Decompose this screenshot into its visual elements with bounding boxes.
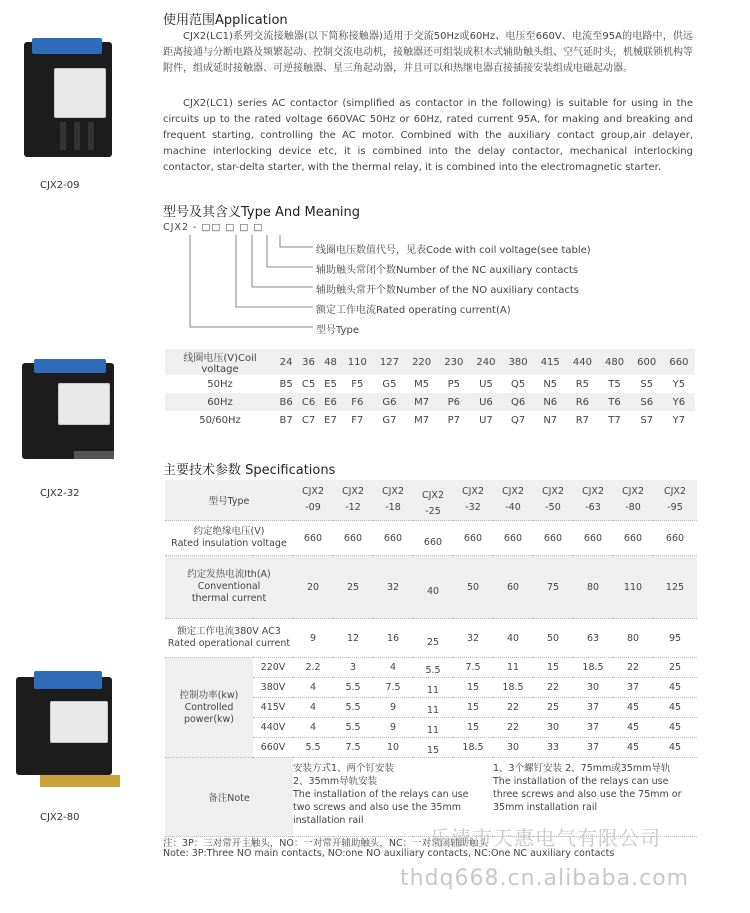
power-value: 45 (653, 698, 697, 718)
thermal-value: 25 (333, 556, 373, 619)
coil-code-cell: C7 (301, 414, 316, 426)
thermal-label-en2: thermal current (191, 593, 267, 604)
insulation-label-cn: 约定绝缘电压(V) (193, 526, 265, 537)
power-value: 37 (573, 698, 613, 718)
model-number: -32 (465, 502, 481, 513)
coil-code-cell: B5 (279, 378, 293, 390)
coil-code-cell: G6 (382, 396, 397, 408)
note-left-line: The installation of the relays can use (293, 789, 469, 800)
note-right-line: The installation of the relays can use (493, 776, 669, 787)
power-value: 11 (413, 678, 453, 698)
coil-code-cell: M7 (414, 396, 430, 408)
product-image-cjx2-80 (10, 665, 125, 795)
power-value: 45 (613, 718, 653, 738)
product-caption-2: CJX2-32 (40, 488, 80, 499)
model-number: -25 (425, 506, 441, 517)
note-right-line: 35mm installation rail (493, 802, 598, 813)
model-series: CJX2 (462, 486, 484, 497)
thermal-value: 40 (413, 556, 453, 619)
note-right-line: three screws and also use the 75mm or (493, 789, 682, 800)
insulation-value: 660 (493, 521, 533, 556)
coil-code-cell: M5 (414, 378, 430, 390)
power-value: 3 (333, 658, 373, 678)
coil-code-cell: R5 (575, 378, 590, 390)
coil-code-cell: Q6 (510, 396, 526, 408)
coil-code-cell: U5 (479, 378, 493, 390)
operational-value: 40 (493, 619, 533, 658)
coil-voltage-cell: 480 (605, 356, 625, 368)
model-header-cell (493, 480, 533, 521)
power-value: 7.5 (453, 658, 493, 678)
operational-value: 50 (533, 619, 573, 658)
coil-code-cell: Y6 (672, 396, 686, 408)
coil-code-cell: E7 (324, 414, 337, 426)
model-series: CJX2 (422, 490, 444, 501)
note-label: 备注Note (165, 758, 293, 837)
model-header-cell (413, 480, 453, 521)
operational-value: 12 (333, 619, 373, 658)
type-meaning-heading: 型号及其含义Type And Meaning (163, 205, 361, 220)
power-value: 33 (533, 738, 573, 758)
footnote-en: Note: 3P:Three NO main contacts, NO:one NO auxiliary contacts, NC:One NC auxiliary contacts (163, 848, 615, 859)
power-value: 9 (373, 718, 413, 738)
power-voltage: 380V (253, 678, 293, 698)
insulation-value: 660 (613, 521, 653, 556)
coil-code-cell: Y5 (672, 378, 686, 390)
model-header-cell (613, 480, 653, 521)
insulation-value: 660 (573, 521, 613, 556)
thermal-value: 110 (613, 556, 653, 619)
power-value: 22 (533, 678, 573, 698)
coil-row-label: 50Hz (207, 378, 233, 390)
coil-code-cell: N7 (543, 414, 558, 426)
type-meaning-diagram-lines (160, 225, 320, 335)
product-image-cjx2-09 (14, 30, 124, 165)
power-value: 7.5 (373, 678, 413, 698)
insulation-value: 660 (373, 521, 413, 556)
coil-code-cell: P7 (447, 414, 460, 426)
power-voltage: 660V (253, 738, 293, 758)
power-value: 10 (373, 738, 413, 758)
coil-code-cell: M7 (414, 414, 430, 426)
application-paragraph-cn: CJX2(LC1)系列交流接触器(以下简称接触器)适用于交流50Hz或60Hz、电压至660V、电流至95A的电路中，供远距离接通与分断电路及频繁起动、控制交流电动机，接触器还可组装成积木式辅助触头组、空气延时头，机械联锁机构等附件，组成延时接触器、可逆接触器、星三角起动器，并且可以和热继电器直接插接安装组成电磁起动器。 (163, 31, 693, 74)
thermal-label-cn: 约定发热电流Ith(A) (187, 569, 271, 580)
power-value: 4 (293, 718, 333, 738)
power-value: 45 (653, 718, 697, 738)
coil-code-cell: N6 (543, 396, 558, 408)
coil-code-cell: N5 (543, 378, 558, 390)
power-value: 4 (293, 678, 333, 698)
power-value: 15 (413, 738, 453, 758)
power-value: 5.5 (333, 718, 373, 738)
model-number: -50 (545, 502, 561, 513)
model-number: -63 (585, 502, 601, 513)
model-header-cell (573, 480, 613, 521)
thermal-label-en1: Conventional (197, 581, 261, 592)
model-header-cell (653, 480, 697, 521)
coil-code-cell: Q5 (510, 378, 526, 390)
power-value: 45 (653, 738, 697, 758)
insulation-value: 660 (413, 521, 453, 556)
type-line-nc: 辅助触头常闭个数Number of the NC auxiliary contacts (316, 265, 579, 276)
power-label (165, 658, 253, 758)
power-value: 45 (653, 678, 697, 698)
model-header-cell (533, 480, 573, 521)
coil-row-label: 60Hz (207, 396, 233, 408)
model-number: -95 (667, 502, 683, 513)
power-value: 2.2 (293, 658, 333, 678)
coil-code-cell: R7 (575, 414, 590, 426)
specs-table (165, 480, 697, 837)
coil-voltage-cell: 36 (302, 356, 315, 368)
model-series: CJX2 (382, 486, 404, 497)
coil-code-cell: F5 (351, 378, 364, 390)
note-right-line: 1、3个螺钉安装 2、75mm或35mm导轨 (493, 763, 671, 774)
thermal-value: 75 (533, 556, 573, 619)
power-value: 37 (613, 678, 653, 698)
model-header-cell (333, 480, 373, 521)
thermal-value: 80 (573, 556, 613, 619)
model-number: -09 (305, 502, 321, 513)
power-value: 30 (573, 678, 613, 698)
model-number: -40 (505, 502, 521, 513)
power-value: 5.5 (333, 698, 373, 718)
power-value: 22 (493, 718, 533, 738)
coil-code-cell: U7 (479, 414, 493, 426)
specs-type-label: 型号Type (165, 480, 293, 521)
coil-code-cell: S6 (640, 396, 654, 408)
product-caption-1: CJX2-09 (40, 180, 80, 191)
coil-code-cell: R6 (575, 396, 590, 408)
operational-label-en: Rated operational current (167, 638, 291, 649)
power-voltage: 440V (253, 718, 293, 738)
coil-voltage-cell: 440 (572, 356, 592, 368)
product-image-cjx2-32 (14, 355, 124, 465)
power-value: 15 (533, 658, 573, 678)
product-caption-3: CJX2-80 (40, 812, 80, 823)
insulation-label (165, 521, 293, 556)
insulation-value: 660 (453, 521, 493, 556)
power-value: 22 (613, 658, 653, 678)
coil-voltage-cell: 600 (637, 356, 657, 368)
model-series: CJX2 (502, 486, 524, 497)
operational-value: 63 (573, 619, 613, 658)
application-heading: 使用范围Application (163, 13, 288, 28)
coil-code-cell: U6 (479, 396, 493, 408)
power-value: 22 (493, 698, 533, 718)
type-code: CJX2 - □□ □ □ □ (163, 222, 264, 233)
coil-voltage-cell: 24 (279, 356, 293, 368)
coil-code-cell: B6 (279, 396, 293, 408)
coil-voltage-cell: 48 (324, 356, 337, 368)
operational-value: 32 (453, 619, 493, 658)
type-line-no: 辅助触头常开个数Number of the NO auxiliary contacts (316, 285, 579, 296)
note-left-line: 2、35mm导轨安装 (293, 776, 378, 787)
power-value: 15 (453, 698, 493, 718)
power-value: 18.5 (453, 738, 493, 758)
power-value: 15 (453, 678, 493, 698)
coil-code-cell: C5 (301, 378, 316, 390)
coil-voltage-table (165, 349, 695, 429)
operational-value: 80 (613, 619, 653, 658)
application-paragraph-en: CJX2(LC1) series AC contactor (simplified as contactor in the following) is suitable for using in the circuits up to the rated voltage 660VAC 50Hz or 60Hz, rated current 95A, for making and breaking and frequent starting, controlling the AC motor. Combined with the auxiliary contact group,air delayer, machine interlocking device etc, it is combined into the delay contactor, mechanical interlocking contactor, star-delta starter, with the thermal relay, it is combined into the electromagnetic starter. (163, 98, 693, 173)
insulation-value: 660 (533, 521, 573, 556)
power-voltage: 415V (253, 698, 293, 718)
power-value: 4 (373, 658, 413, 678)
power-label-en1: Controlled (184, 701, 234, 713)
thermal-label (165, 556, 293, 619)
footnote-cn: 注：3P：三对常开主触头，NO：一对常开辅助触头，NC：一对常闭辅助触头 (163, 838, 489, 849)
model-series: CJX2 (622, 486, 644, 497)
power-value: 9 (373, 698, 413, 718)
coil-code-cell: Y7 (672, 414, 686, 426)
coil-voltage-cell: 230 (444, 356, 464, 368)
coil-code-cell: B7 (279, 414, 293, 426)
coil-code-cell: F7 (351, 414, 364, 426)
thermal-value: 60 (493, 556, 533, 619)
note-left-line: 安装方式1、两个钉安装 (293, 763, 395, 774)
coil-code-cell: P5 (447, 378, 460, 390)
coil-code-cell: S5 (640, 378, 654, 390)
operational-value: 95 (653, 619, 697, 658)
coil-code-cell: T7 (608, 414, 621, 426)
note-left-line: two screws and also use the 35mm (293, 802, 461, 813)
watermark-site: thdq668.cn.alibaba.com (400, 866, 690, 891)
coil-voltage-cell: 660 (669, 356, 689, 368)
model-series: CJX2 (664, 486, 686, 497)
power-value: 45 (613, 738, 653, 758)
power-value: 5.5 (293, 738, 333, 758)
model-number: -80 (625, 502, 641, 513)
operational-value: 16 (373, 619, 413, 658)
operational-value: 25 (413, 619, 453, 658)
coil-code-cell: E5 (324, 378, 337, 390)
power-value: 18.5 (573, 658, 613, 678)
coil-voltage-cell: 127 (379, 356, 399, 368)
power-value: 25 (533, 698, 573, 718)
power-value: 30 (493, 738, 533, 758)
watermark-company: 乐清市天惠电气有限公司 (430, 826, 661, 850)
coil-code-cell: P6 (447, 396, 460, 408)
coil-code-cell: E6 (324, 396, 337, 408)
power-label-cn: 控制功率(kw) (179, 689, 239, 701)
power-value: 4 (293, 698, 333, 718)
power-value: 30 (533, 718, 573, 738)
power-value: 7.5 (333, 738, 373, 758)
model-header-cell (373, 480, 413, 521)
power-label-en2: power(kw) (183, 713, 235, 725)
model-number: -18 (385, 502, 401, 513)
insulation-value: 660 (293, 521, 333, 556)
coil-code-cell: F6 (351, 396, 364, 408)
model-series: CJX2 (302, 486, 324, 497)
coil-code-cell: T6 (608, 396, 621, 408)
model-header-cell (453, 480, 493, 521)
coil-voltage-cell: 380 (508, 356, 528, 368)
model-series: CJX2 (582, 486, 604, 497)
operational-label-cn: 额定工作电流380V AC3 (177, 626, 281, 637)
operational-value: 9 (293, 619, 333, 658)
power-value: 11 (413, 718, 453, 738)
model-series: CJX2 (542, 486, 564, 497)
specs-heading: 主要技术参数 Specifications (163, 463, 336, 478)
operational-label (165, 619, 293, 658)
model-number: -12 (345, 502, 361, 513)
thermal-value: 32 (373, 556, 413, 619)
power-value: 37 (573, 738, 613, 758)
power-value: 37 (573, 718, 613, 738)
thermal-value: 125 (653, 556, 697, 619)
coil-header-label: 线圈电压(V)Coil voltage (183, 353, 257, 375)
thermal-value: 50 (453, 556, 493, 619)
type-line-type: 型号Type (316, 325, 359, 336)
coil-code-cell: T5 (608, 378, 621, 390)
power-value: 45 (613, 698, 653, 718)
coil-code-cell: G5 (382, 378, 397, 390)
insulation-value: 660 (333, 521, 373, 556)
coil-code-cell: Q7 (510, 414, 526, 426)
thermal-value: 20 (293, 556, 333, 619)
power-value: 25 (653, 658, 697, 678)
coil-row-label: 50/60Hz (199, 414, 241, 426)
power-voltage: 220V (253, 658, 293, 678)
coil-voltage-cell: 240 (476, 356, 496, 368)
coil-voltage-cell: 415 (540, 356, 560, 368)
type-line-current: 额定工作电流Rated operating current(A) (316, 305, 511, 316)
power-value: 5.5 (333, 678, 373, 698)
power-value: 5.5 (413, 658, 453, 678)
power-value: 15 (453, 718, 493, 738)
power-value: 11 (493, 658, 533, 678)
insulation-label-en: Rated insulation voltage (171, 538, 287, 549)
model-header-cell (293, 480, 333, 521)
model-series: CJX2 (342, 486, 364, 497)
power-value: 18.5 (493, 678, 533, 698)
coil-code-cell: C6 (301, 396, 316, 408)
coil-code-cell: G7 (382, 414, 397, 426)
insulation-value: 660 (653, 521, 697, 556)
coil-code-cell: S7 (640, 414, 654, 426)
coil-voltage-cell: 110 (347, 356, 367, 368)
type-line-coil: 线圈电压数值代号，见表Code with coil voltage(see table) (316, 245, 591, 256)
power-value: 11 (413, 698, 453, 718)
coil-voltage-cell: 220 (412, 356, 432, 368)
note-left-line: installation rail (293, 815, 364, 826)
